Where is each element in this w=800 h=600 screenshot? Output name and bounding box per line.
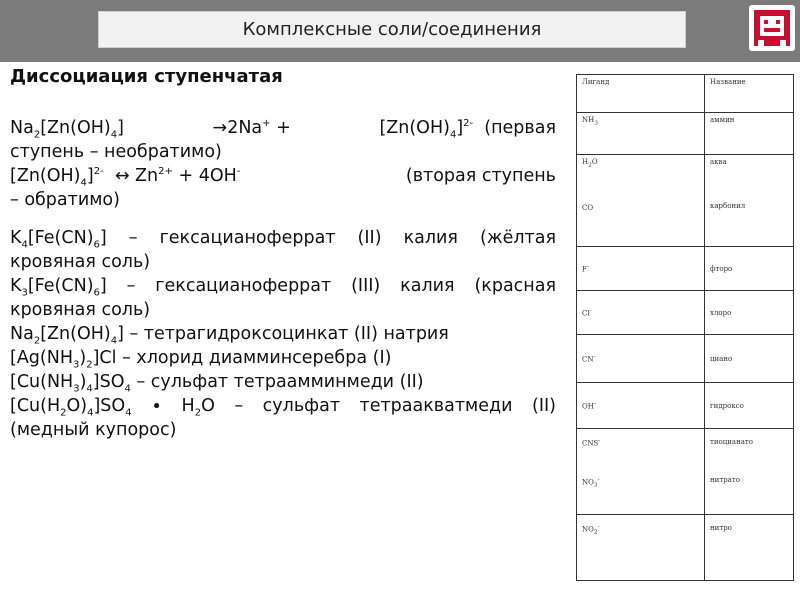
table-cell-name: аммин [705, 113, 794, 155]
slide-title-text: Комплексные соли/соединения [242, 19, 542, 40]
table-header-row [577, 75, 794, 113]
line-k4: $K_4[Fe(CN)_6]$ – гексацианоферрат (II) калия (жёлтая кровяная соль) [10, 228, 556, 272]
table-cell-ligand: $NO_2^-$ [577, 515, 705, 581]
equation-2-line: $[Zn(OH)_4]^{2-}$ ↔ $Zn^{2+} + 4OH^-$ (вторая ступень [10, 166, 556, 189]
line-na2: $Na_2[Zn(OH)_4]$ – тетрагидроксоцинкат (II) натрия [10, 324, 449, 347]
section-heading: Диссоциация ступенчатая [10, 66, 283, 87]
table-header-ligand: Лиганд [577, 75, 705, 113]
table-cell-ligand: $NH_3$ [577, 113, 705, 155]
slide-title [98, 11, 686, 48]
table-cell-name: гидроксо [705, 383, 794, 429]
table-cell-name: нитро [705, 515, 794, 581]
table-row [577, 383, 794, 429]
table-row [577, 155, 794, 247]
logo-icon [749, 5, 795, 51]
table-cell-ligand: $H_2O$ CO [577, 155, 705, 247]
table-row [577, 291, 794, 335]
equation-2-note: – обратимо) [10, 190, 120, 210]
line-ag: $[Ag(NH_3)_2]Cl$ – хлорид диамминсеребра (I) [10, 348, 392, 371]
table-cell-ligand: Cl- [577, 291, 705, 335]
table-row [577, 247, 794, 291]
table-cell-ligand: F- [577, 247, 705, 291]
line-k3: $K_3[Fe(CN)_6]$ – гексацианоферрат (III) калия (красная кровяная соль) [10, 276, 556, 320]
table-header-name: Название [705, 75, 794, 113]
equation-1-note: ступень – необратимо) [10, 142, 222, 162]
table-cell-ligand: OH- [577, 383, 705, 429]
ligand-table [576, 74, 794, 581]
table-row [577, 113, 794, 155]
line-cu-h2o: $[Cu(H_2O)_4]SO_4 \cdot H_2O$ – сульфат тетраакватмеди (II) (медный купорос) [10, 396, 556, 440]
line-cu-nh3: $[Cu(NH_3)_4]SO_4$ – сульфат тетраамминмеди (II) [10, 372, 424, 395]
table-cell-name: хлоро [705, 291, 794, 335]
table-row [577, 335, 794, 383]
equation-1-line: $Na_2[Zn(OH)_4]$ →2Na+ + $[Zn(OH)_4]^{2-}$ (первая [10, 118, 556, 141]
table-cell-name: циано [705, 335, 794, 383]
table-row [577, 515, 794, 581]
main-text [10, 116, 556, 442]
table-cell-name: фторо [705, 247, 794, 291]
table-row [577, 429, 794, 515]
table-cell-ligand: CNS- $NO_3^-$ [577, 429, 705, 515]
table-cell-name: аква карбонил [705, 155, 794, 247]
table-cell-ligand: CN- [577, 335, 705, 383]
table-cell-name: тиоцианато нитрато [705, 429, 794, 515]
